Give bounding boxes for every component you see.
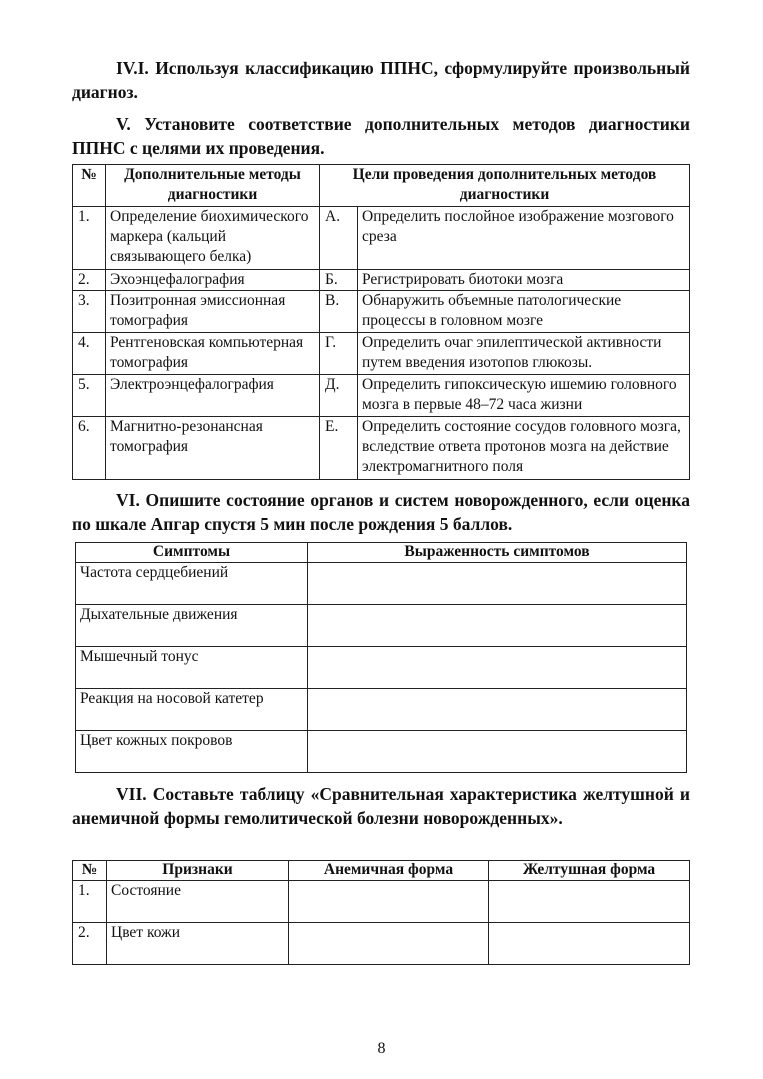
goal-letter: Д. [320, 375, 358, 417]
goal-letter: Г. [320, 333, 358, 375]
severity-answer-cell [308, 731, 687, 773]
method-cell: Позитронная эмиссионная томография [106, 291, 320, 333]
table-row [76, 563, 687, 605]
sign-cell: Цвет кожи [107, 923, 289, 965]
table-row [73, 291, 690, 333]
column-header-anemic: Анемичная форма [289, 861, 489, 881]
symptom-cell: Реакция на носовой катетер [76, 689, 308, 731]
method-cell: Эхоэнцефалография [106, 270, 320, 291]
row-number: 1. [73, 207, 106, 270]
column-header-icteric: Желтушная форма [489, 861, 690, 881]
table-row [76, 647, 687, 689]
table-row [73, 270, 690, 291]
table-row [73, 375, 690, 417]
severity-answer-cell [308, 605, 687, 647]
table-row [73, 333, 690, 375]
column-header-methods: Дополнительные методы диагностики [106, 165, 320, 207]
method-cell: Определение биохимического маркера (кальций связывающего белка) [106, 207, 320, 270]
severity-answer-cell [308, 689, 687, 731]
column-header-num: № [73, 861, 107, 881]
goal-letter: Б. [320, 270, 358, 291]
goal-cell: Определить очаг эпилептической активности путем введения изотопов глюкозы. [358, 333, 690, 375]
apgar-symptoms-table [75, 542, 687, 773]
severity-answer-cell [308, 563, 687, 605]
row-number: 1. [73, 881, 107, 923]
table-row [73, 207, 690, 270]
goal-letter: Е. [320, 417, 358, 480]
icteric-answer-cell [489, 881, 690, 923]
page-number: 8 [377, 1040, 386, 1057]
icteric-answer-cell [489, 923, 690, 965]
column-header-severity: Выраженность симптомов [308, 543, 687, 563]
row-number: 2. [73, 923, 107, 965]
row-number: 4. [73, 333, 106, 375]
table-row [76, 689, 687, 731]
methods-matching-table [72, 164, 690, 480]
method-cell: Рентгеновская компьютерная томография [106, 333, 320, 375]
method-cell: Электроэнцефалография [106, 375, 320, 417]
anemic-answer-cell [289, 923, 489, 965]
goal-cell: Определить гипоксическую ишемию головного мозга в первые 48–72 часа жизни [358, 375, 690, 417]
symptom-cell: Цвет кожных покровов [76, 731, 308, 773]
task-6-text: VI. Опишите состояние органов и систем новорожденного, если оценка по шкале Апгар спустя 5 мин после рождения 5 баллов. [72, 490, 690, 534]
task-5-text: V. Установите соответствие дополнительных методов диагностики ППНС с целями их проведения. [72, 114, 690, 158]
anemic-answer-cell [289, 881, 489, 923]
column-header-symptoms: Симптомы [76, 543, 308, 563]
goal-cell: Обнаружить объемные патологические процессы в головном мозге [358, 291, 690, 333]
row-number: 2. [73, 270, 106, 291]
table-row [73, 881, 690, 923]
symptom-cell: Дыхательные движения [76, 605, 308, 647]
method-cell: Магнитно-резонансная томография [106, 417, 320, 480]
task-4-text: IV.I. Используя классификацию ППНС, сформулируйте произвольный диагноз. [72, 58, 690, 102]
row-number: 5. [73, 375, 106, 417]
goal-cell: Регистрировать биотоки мозга [358, 270, 690, 291]
symptom-cell: Частота сердцебиений [76, 563, 308, 605]
table-header-row [73, 165, 690, 207]
row-number: 6. [73, 417, 106, 480]
column-header-goals: Цели проведения дополнительных методов диагностики [320, 165, 690, 207]
table-row [73, 923, 690, 965]
symptom-cell: Мышечный тонус [76, 647, 308, 689]
task-7-text: VII. Составьте таблицу «Сравнительная характеристика желтушной и анемичной формы гемолитической болезни новорожденных». [72, 784, 690, 828]
goal-letter: В. [320, 291, 358, 333]
column-header-num: № [73, 165, 106, 207]
sign-cell: Состояние [107, 881, 289, 923]
row-number: 3. [73, 291, 106, 333]
table-row [73, 417, 690, 480]
column-header-signs: Признаки [107, 861, 289, 881]
goal-cell: Определить послойное изображение мозгового среза [358, 207, 690, 270]
table-header-row [73, 861, 690, 881]
table-row [76, 731, 687, 773]
table-row [76, 605, 687, 647]
goal-cell: Определить состояние сосудов головного мозга, вследствие ответа протонов мозга на действие электромагнитного поля [358, 417, 690, 480]
goal-letter: А. [320, 207, 358, 270]
severity-answer-cell [308, 647, 687, 689]
hemolytic-disease-comparison-table [72, 860, 690, 965]
table-header-row [76, 543, 687, 563]
